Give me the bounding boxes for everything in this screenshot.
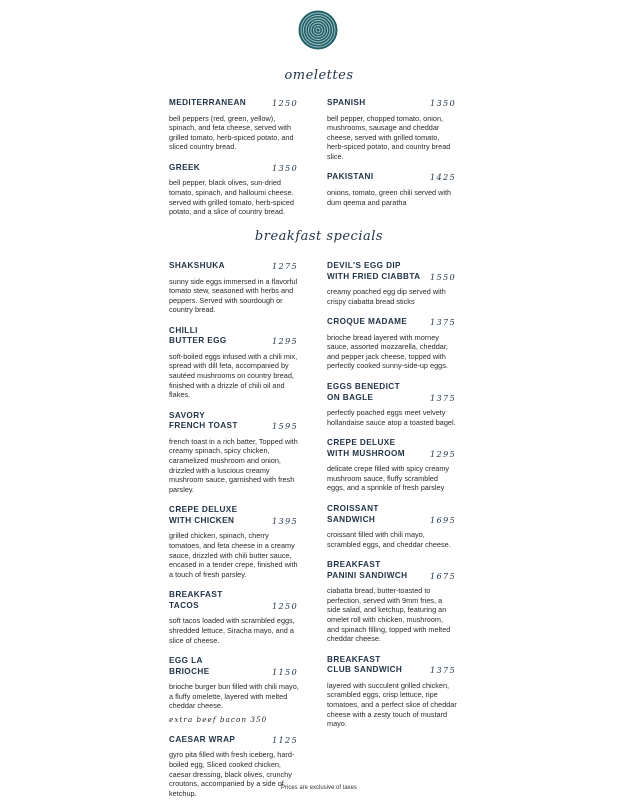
menu-item-header bbox=[169, 735, 299, 746]
menu-item-header bbox=[169, 98, 299, 109]
breakfast-section-title: breakfast specials bbox=[254, 229, 384, 244]
menu-item bbox=[327, 560, 457, 644]
menu-item-price: 1595 bbox=[271, 421, 298, 432]
menu-item-description: sunny side eggs immersed in a flavorful tomato stew, seasoned with herbs and peppers. Served with sourdough or country bread. bbox=[169, 276, 298, 315]
spiral-logo-icon bbox=[298, 10, 338, 50]
menu-item-header bbox=[327, 317, 457, 328]
menu-item-name: SHAKSHUKA bbox=[169, 261, 225, 270]
menu-item-description: brioche bread layered with morney sauce, assorted mozzarella, cheddar, and pepper jack cheese, topped with perfectly cooked sunny-side-up eggs. bbox=[327, 332, 448, 371]
menu-item-price: 1375 bbox=[429, 317, 456, 328]
menu-item-description: soft tacos loaded with scrambled eggs, shredded lettuce, Siracha mayo, and a slice of cheese. bbox=[169, 616, 295, 645]
menu-item-extra: extra beef bacon 350 bbox=[169, 714, 268, 724]
menu-item-name: SAVORY FRENCH TOAST bbox=[169, 410, 238, 431]
menu-item bbox=[327, 317, 457, 371]
menu-item-header bbox=[169, 411, 299, 432]
menu-item-name: EGGS BENEDICT ON BAGLE bbox=[327, 382, 400, 402]
menu-item-name: SPANISH bbox=[327, 98, 366, 107]
menu-item-name: BREAKFAST CLUB SANDWICH bbox=[327, 654, 403, 675]
menu-item-description: croissant filled with chili mayo, scrambled eggs, and cheddar cheese. bbox=[327, 530, 451, 549]
menu-item-description: delicate crepe filled with spicy creamy mushroom sauce, fluffy scrambled eggs, and a sprinkle of fresh parsley bbox=[327, 464, 450, 493]
menu-item-header bbox=[327, 261, 457, 282]
menu-item-header bbox=[169, 163, 299, 174]
menu-item-price: 1395 bbox=[271, 515, 298, 526]
menu-item-description: creamy poached egg dip served with crispy ciabatta bread sticks bbox=[327, 287, 446, 306]
menu-item-header bbox=[169, 326, 299, 347]
menu-item-header bbox=[327, 504, 457, 525]
menu-item-name: GREEK bbox=[169, 162, 201, 172]
menu-item-price: 1675 bbox=[429, 570, 456, 581]
menu-item-name: CROQUE MADAME bbox=[327, 317, 408, 327]
breakfast-left-column bbox=[169, 261, 299, 809]
menu-item-description: bell pepper, black olives, sun-dried tomato, spinach, and halloumi cheese. served with grilled tomato, herb-spiced potato, and a slice of country bread. bbox=[169, 178, 294, 217]
menu-item-description: brioche burger bun filled with chili mayo, a fluffy omelette, layered with melted cheddar cheese. bbox=[169, 682, 299, 711]
menu-item-price: 1350 bbox=[271, 162, 298, 173]
menu-item bbox=[169, 98, 299, 152]
menu-item-header bbox=[169, 505, 299, 526]
menu-item-header bbox=[327, 560, 457, 581]
menu-item bbox=[327, 504, 457, 549]
menu-item-description: bell pepper, chopped tomato, onion, mushrooms, sausage and cheddar cheese, served with grilled tomato, herb-spiced potato, and country bread slice. bbox=[327, 113, 451, 161]
menu-item-price: 1375 bbox=[429, 665, 456, 676]
menu-item bbox=[169, 326, 299, 400]
menu-item-price: 1250 bbox=[271, 98, 298, 108]
menu-item bbox=[327, 261, 457, 306]
menu-item-name: CREPE DELUXE WITH MUSHROOM bbox=[327, 438, 405, 458]
menu-item-header bbox=[169, 656, 299, 677]
menu-item bbox=[169, 411, 299, 495]
menu-item-name: DEVIL'S EGG DIP WITH FRIED CIABBTA bbox=[327, 261, 421, 281]
menu-item-description: bell peppers (red, green, yellow), spinach, and feta cheese, served with grilled tomato, herb-spiced potato, and sliced country bread. bbox=[169, 113, 294, 152]
menu-item-price: 1375 bbox=[429, 392, 456, 403]
menu-item-header bbox=[327, 382, 457, 403]
menu-item-description: onions, tomato, green chili served with dum qeema and paratha bbox=[327, 187, 452, 207]
menu-item-price: 1350 bbox=[429, 98, 456, 108]
menu-item-header bbox=[169, 590, 299, 611]
menu-item-name: CROISSANT SANDWICH bbox=[327, 504, 379, 524]
menu-item-description: french toast in a rich batter, Topped with creamy spinach, spicy chicken, caramelized mushroom and onion, drizzled with a luscious creamy mushroom sauce, garnished with fresh parsley. bbox=[169, 436, 298, 494]
omelettes-section-title: omelettes bbox=[284, 68, 354, 83]
menu-item-name: EGG LA BRIOCHE bbox=[169, 656, 210, 676]
menu-item-header bbox=[327, 98, 457, 109]
tax-note: Prices are exclusive of taxes bbox=[280, 785, 358, 791]
menu-item-price: 1275 bbox=[271, 261, 298, 271]
menu-item-name: BREAKFAST PANINI SANDIWCH bbox=[327, 560, 408, 580]
menu-item-name: PAKISTANI bbox=[327, 172, 374, 182]
menu-item-description: gyro pita filled with fresh iceberg, hard-boiled egg, Sliced cooked chicken, caesar dressing, black olives, crunchy croutons, accompanied by a side of ketchup. bbox=[169, 750, 295, 798]
menu-item bbox=[327, 438, 457, 493]
menu-item-description: perfectly poached eggs meet velvety hollandaise sauce atop a toasted bagel. bbox=[327, 408, 456, 427]
menu-item-name: CAESAR WRAP bbox=[169, 734, 236, 744]
menu-item-price: 1150 bbox=[271, 666, 298, 677]
menu-item bbox=[169, 590, 299, 645]
menu-item-description: soft-boiled eggs infused with a chili mix, spread with dill feta, accompanied by sautéed mushrooms on country bread, finished with a drizzle of chili oil and flakes. bbox=[169, 351, 298, 400]
menu-item bbox=[327, 172, 457, 207]
menu-item-price: 1295 bbox=[271, 336, 298, 347]
menu-item bbox=[327, 655, 457, 729]
menu-item-name: BREAKFAST TACOS bbox=[169, 590, 223, 610]
menu-item-name: MEDITERRANEAN bbox=[169, 98, 247, 107]
menu-item bbox=[169, 261, 299, 315]
menu-item-header bbox=[327, 438, 457, 459]
menu-item bbox=[169, 163, 299, 217]
menu-item-header bbox=[169, 261, 299, 272]
menu-item bbox=[169, 505, 299, 579]
menu-item-header bbox=[327, 172, 457, 183]
menu-item bbox=[327, 98, 457, 161]
menu-item-price: 1295 bbox=[429, 448, 456, 459]
menu-item-description: layered with succulent grilled chicken, scrambled eggs, crisp lettuce, ripe tomatoes, and a perfect slice of cheddar cheese with a zesty touch of mustard mayo. bbox=[327, 680, 457, 729]
menu-item-description: ciabatta bread, butter-toasted to perfection, served with 9mm fries, a side salad, and ketchup, featuring an omelet roll with chicken, mushroom, and spinach filling, topped with melted cheddar cheese. bbox=[327, 586, 451, 644]
menu-item bbox=[169, 656, 299, 724]
menu-item-name: CHILLI BUTTER EGG bbox=[169, 325, 227, 346]
menu-item bbox=[327, 382, 457, 427]
omelettes-right-column bbox=[327, 98, 457, 218]
breakfast-right-column bbox=[327, 261, 457, 740]
menu-item-header bbox=[327, 655, 457, 676]
menu-item-description: grilled chicken, spinach, cherry tomatoes, and feta cheese in a creamy sauce, drizzled with chili butter sauce, encased in a tender crepe, finished with a touch of fresh parsley. bbox=[169, 531, 298, 579]
menu-item-price: 1425 bbox=[429, 172, 456, 183]
menu-item-price: 1125 bbox=[271, 734, 298, 745]
menu-item-price: 1695 bbox=[429, 514, 456, 525]
menu-item-price: 1250 bbox=[271, 600, 298, 611]
menu-item-price: 1550 bbox=[429, 271, 456, 282]
menu-item-name: CREPE DELUXE WITH CHICKEN bbox=[169, 505, 238, 525]
omelettes-left-column bbox=[169, 98, 299, 228]
